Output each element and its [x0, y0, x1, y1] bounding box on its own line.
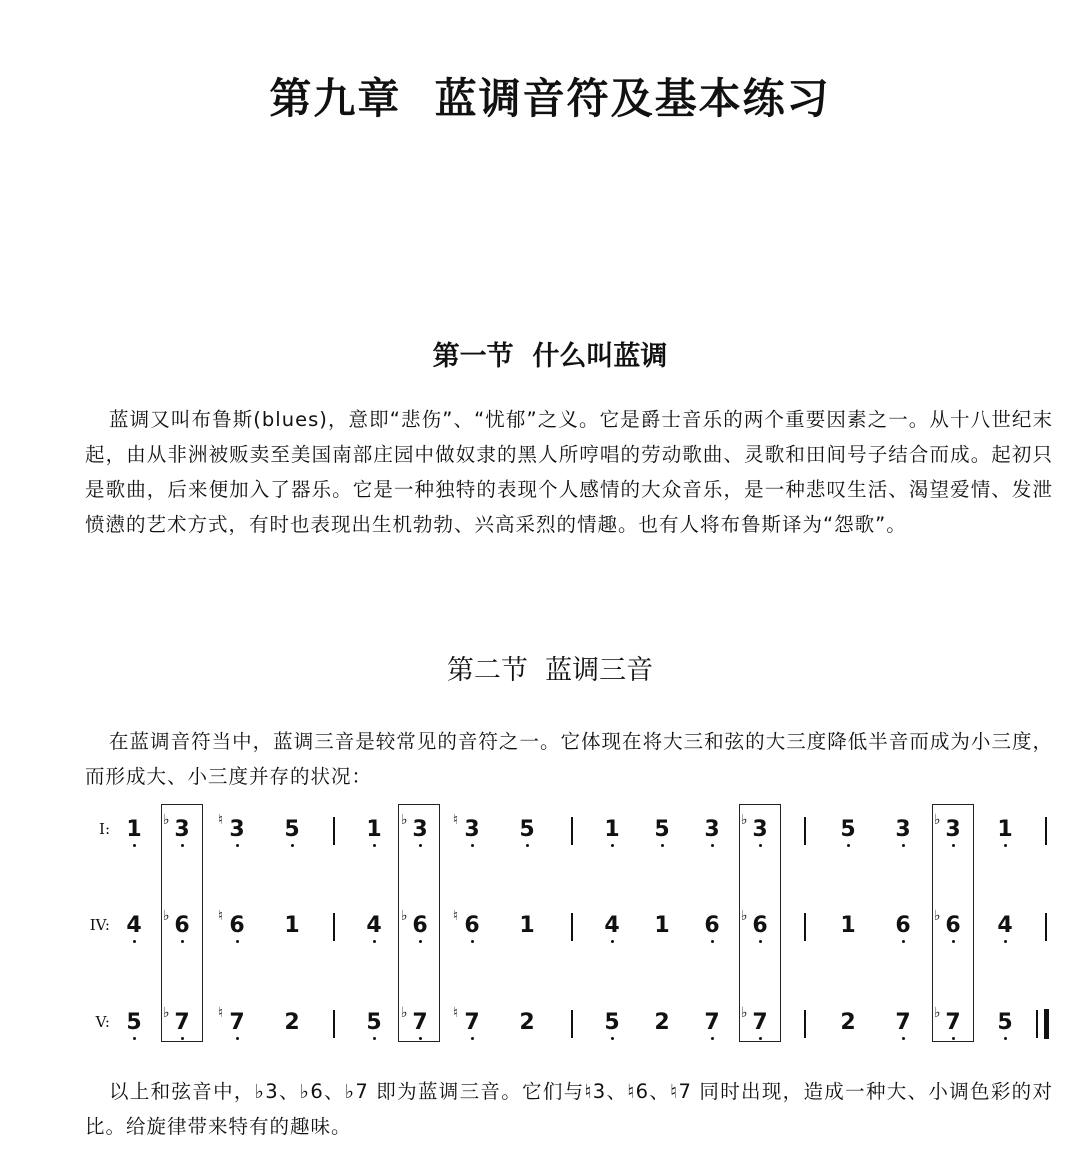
- octave-dot: [759, 844, 762, 847]
- note-number: 5: [126, 1010, 142, 1035]
- note-number: 7: [229, 1010, 245, 1035]
- section-2-conclusion: 以上和弦音中，♭3、♭6、♭7 即为蓝调三音。它们与♮3、♮6、♮7 同时出现，造成一种大、小调色彩的对比。给旋律带来特有的趣味。: [85, 1080, 1053, 1138]
- octave-dot: [291, 844, 294, 847]
- note-number: 5: [840, 817, 856, 842]
- octave-dot: [661, 844, 664, 847]
- barline: [333, 1010, 335, 1038]
- note-number: 2: [654, 1010, 670, 1035]
- octave-dot: [181, 844, 184, 847]
- natural-sign: ♮: [453, 812, 459, 828]
- note: [987, 1010, 1023, 1036]
- octave-dot: [952, 1037, 955, 1040]
- note: [741, 1005, 778, 1036]
- note: [116, 1010, 152, 1036]
- note: [163, 1005, 200, 1036]
- note: [509, 817, 545, 843]
- section-2-title: 第二节 蓝调三音: [446, 655, 654, 686]
- octave-dot: [1004, 844, 1007, 847]
- octave-dot: [419, 1037, 422, 1040]
- note: [594, 1010, 630, 1036]
- note: [356, 817, 392, 843]
- note: [453, 908, 490, 939]
- note-number: 1: [366, 817, 382, 842]
- note-number: 2: [284, 1010, 300, 1035]
- octave-dot: [711, 940, 714, 943]
- note-number: 4: [126, 913, 142, 938]
- note-number: 5: [366, 1010, 382, 1035]
- section-2-intro: 在蓝调音符当中，蓝调三音是较常见的音符之一。它体现在将大三和弦的大三度降低半音而成为小三度，而形成大、小三度并存的状况：: [85, 730, 1053, 788]
- note: [218, 1005, 255, 1036]
- octave-dot: [236, 1037, 239, 1040]
- note: [934, 908, 971, 939]
- note: [830, 817, 866, 843]
- note-number: 3: [945, 817, 961, 842]
- note-number: 7: [752, 1010, 768, 1035]
- flat-sign: ♭: [401, 812, 408, 828]
- octave-dot: [1004, 940, 1007, 943]
- note-number: 5: [654, 817, 670, 842]
- octave-dot: [952, 940, 955, 943]
- note-number: 7: [464, 1010, 480, 1035]
- note-number: 5: [604, 1010, 620, 1035]
- octave-dot: [526, 844, 529, 847]
- octave-dot: [902, 1037, 905, 1040]
- note: [644, 913, 680, 939]
- flat-sign: ♭: [741, 812, 748, 828]
- note-number: 4: [997, 913, 1013, 938]
- note-number: 6: [752, 913, 768, 938]
- octave-dot: [611, 940, 614, 943]
- octave-dot: [419, 940, 422, 943]
- note-number: 4: [604, 913, 620, 938]
- octave-dot: [373, 1037, 376, 1040]
- octave-dot: [373, 940, 376, 943]
- note-number: 4: [366, 913, 382, 938]
- note-number: 1: [654, 913, 670, 938]
- note: [218, 908, 255, 939]
- note: [509, 1010, 545, 1036]
- barline: [333, 817, 335, 845]
- note-number: 3: [174, 817, 190, 842]
- note-number: 5: [997, 1010, 1013, 1035]
- barline: [804, 913, 806, 941]
- note-number: 7: [704, 1010, 720, 1035]
- octave-dot: [471, 940, 474, 943]
- note: [116, 817, 152, 843]
- note: [594, 817, 630, 843]
- octave-dot: [759, 940, 762, 943]
- note: [509, 913, 545, 939]
- flat-sign: ♭: [163, 812, 170, 828]
- final-barline-thick: [1044, 1009, 1049, 1039]
- note: [741, 812, 778, 843]
- note-number: 3: [895, 817, 911, 842]
- natural-sign: ♮: [218, 908, 224, 924]
- section-1-title: 第一节 什么叫蓝调: [432, 341, 668, 372]
- note: [594, 913, 630, 939]
- note-number: 2: [519, 1010, 535, 1035]
- octave-dot: [611, 1037, 614, 1040]
- note-number: 5: [284, 817, 300, 842]
- octave-dot: [711, 1037, 714, 1040]
- chord-label: I:: [99, 820, 110, 838]
- note: [274, 817, 310, 843]
- note-number: 6: [412, 913, 428, 938]
- note-number: 1: [840, 913, 856, 938]
- octave-dot: [902, 940, 905, 943]
- note: [885, 817, 921, 843]
- octave-dot: [1004, 1037, 1007, 1040]
- barline: [333, 913, 335, 941]
- octave-dot: [133, 940, 136, 943]
- note: [644, 1010, 680, 1036]
- note-number: 1: [126, 817, 142, 842]
- note: [401, 908, 438, 939]
- barline: [1045, 817, 1047, 845]
- chord-label: IV:: [89, 916, 110, 934]
- natural-sign: ♮: [453, 908, 459, 924]
- note: [741, 908, 778, 939]
- note: [401, 1005, 438, 1036]
- flat-sign: ♭: [934, 1005, 941, 1021]
- note: [694, 1010, 730, 1036]
- octave-dot: [759, 1037, 762, 1040]
- note-number: 6: [945, 913, 961, 938]
- natural-sign: ♮: [218, 1005, 224, 1021]
- barline: [571, 817, 573, 845]
- note: [116, 913, 152, 939]
- note-number: 7: [412, 1010, 428, 1035]
- barline: [804, 817, 806, 845]
- note: [987, 913, 1023, 939]
- note: [274, 1010, 310, 1036]
- note: [885, 913, 921, 939]
- note: [356, 913, 392, 939]
- natural-sign: ♮: [453, 1005, 459, 1021]
- octave-dot: [181, 1037, 184, 1040]
- note: [274, 913, 310, 939]
- note: [356, 1010, 392, 1036]
- note: [644, 817, 680, 843]
- octave-dot: [181, 940, 184, 943]
- octave-dot: [471, 1037, 474, 1040]
- flat-sign: ♭: [163, 1005, 170, 1021]
- chord-label: V:: [95, 1013, 110, 1031]
- natural-sign: ♮: [218, 812, 224, 828]
- barline: [1045, 913, 1047, 941]
- note-number: 3: [229, 817, 245, 842]
- flat-sign: ♭: [934, 908, 941, 924]
- section-1-paragraph: 蓝调又叫布鲁斯(blues)，意即“悲伤”、“忧郁”之义。它是爵士音乐的两个重要因素之一。从十八世纪末起，由从非洲被贩卖至美国南部庄园中做奴隶的黑人所哼唱的劳动歌曲、灵歌和田间号子结合而成。起初只是歌曲，后来便加入了器乐。它是一种独特的表现个人感情的大众音乐，是一种悲叹生活、渴望爱情、发泄愤懑的艺术方式，有时也表现出生机勃勃、兴高采烈的情趣。也有人将布鲁斯译为“怨歌”。: [85, 408, 1053, 536]
- flat-sign: ♭: [741, 1005, 748, 1021]
- note: [830, 1010, 866, 1036]
- flat-sign: ♭: [401, 908, 408, 924]
- note: [453, 812, 490, 843]
- note-number: 3: [412, 817, 428, 842]
- note: [885, 1010, 921, 1036]
- octave-dot: [373, 844, 376, 847]
- note-number: 6: [464, 913, 480, 938]
- octave-dot: [902, 844, 905, 847]
- note-number: 3: [464, 817, 480, 842]
- note-number: 1: [284, 913, 300, 938]
- note: [934, 1005, 971, 1036]
- note: [453, 1005, 490, 1036]
- octave-dot: [611, 844, 614, 847]
- barline: [571, 913, 573, 941]
- flat-sign: ♭: [934, 812, 941, 828]
- note-number: 2: [840, 1010, 856, 1035]
- octave-dot: [711, 844, 714, 847]
- note-number: 3: [752, 817, 768, 842]
- octave-dot: [419, 844, 422, 847]
- final-barline: [1036, 1010, 1038, 1038]
- octave-dot: [236, 844, 239, 847]
- note: [830, 913, 866, 939]
- barline: [804, 1010, 806, 1038]
- note-number: 6: [229, 913, 245, 938]
- note: [163, 812, 200, 843]
- note-number: 5: [519, 817, 535, 842]
- note-number: 3: [704, 817, 720, 842]
- note-number: 1: [997, 817, 1013, 842]
- flat-sign: ♭: [401, 1005, 408, 1021]
- octave-dot: [133, 844, 136, 847]
- flat-sign: ♭: [163, 908, 170, 924]
- note-number: 6: [704, 913, 720, 938]
- note: [934, 812, 971, 843]
- note: [694, 817, 730, 843]
- octave-dot: [471, 844, 474, 847]
- octave-dot: [847, 844, 850, 847]
- flat-sign: ♭: [741, 908, 748, 924]
- note-number: 1: [519, 913, 535, 938]
- note: [401, 812, 438, 843]
- note-number: 1: [604, 817, 620, 842]
- note-number: 7: [174, 1010, 190, 1035]
- note-number: 7: [895, 1010, 911, 1035]
- note-number: 7: [945, 1010, 961, 1035]
- octave-dot: [952, 844, 955, 847]
- chapter-title: 第九章 蓝调音符及基本练习: [269, 74, 831, 123]
- octave-dot: [133, 1037, 136, 1040]
- note: [218, 812, 255, 843]
- note-number: 6: [895, 913, 911, 938]
- octave-dot: [236, 940, 239, 943]
- note: [694, 913, 730, 939]
- barline: [571, 1010, 573, 1038]
- note: [987, 817, 1023, 843]
- note: [163, 908, 200, 939]
- note-number: 6: [174, 913, 190, 938]
